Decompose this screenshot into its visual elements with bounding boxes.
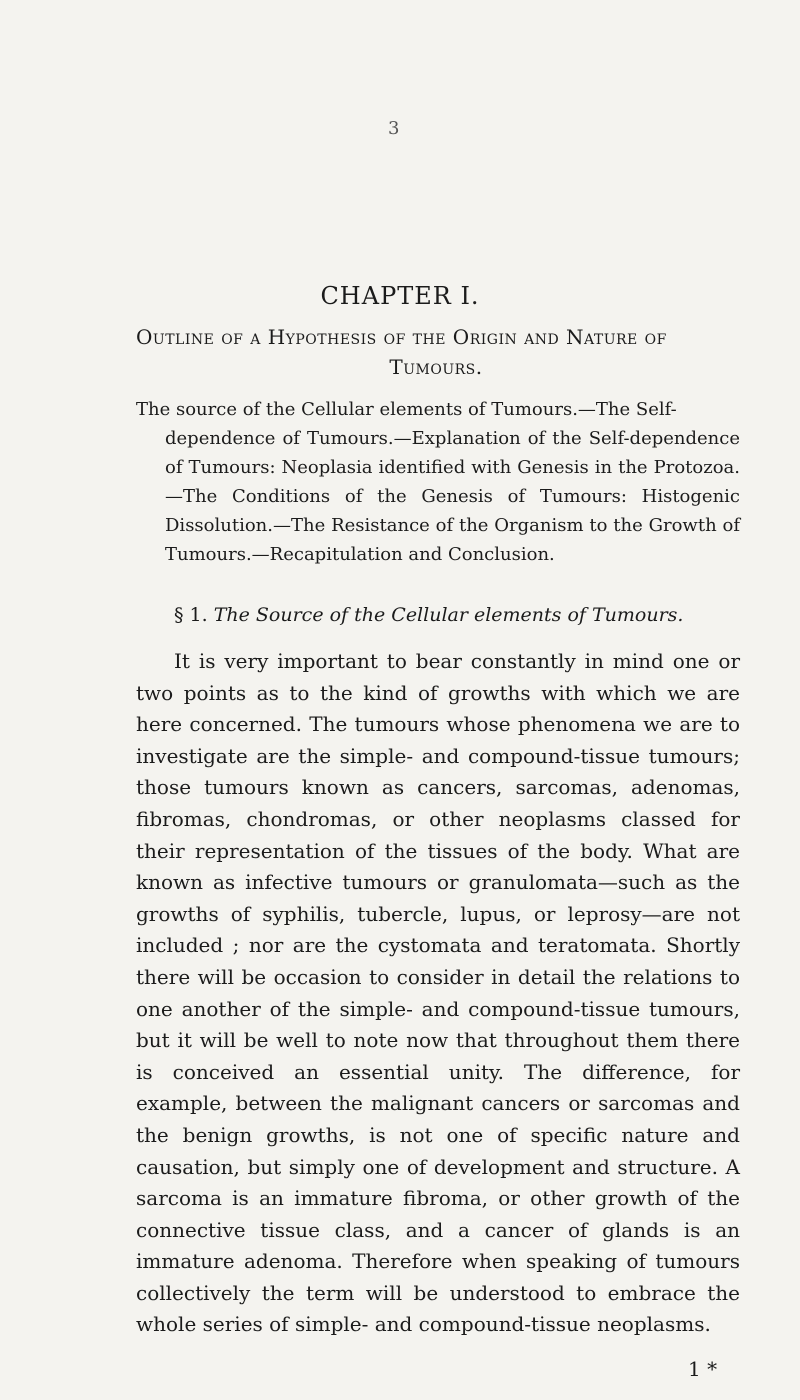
body-paragraph: It is very important to bear constantly in mind one or two points as to the kind of growths with which we are here concerned. The tumours whose phenomena we are to investigate are the simple- and compound-tissue tumours; those tumours known as cancers, sarcomas, adenomas, fibromas, chondromas, or other neoplasms classed for their representation of the tissues of the body. What are known as infective tumours or granulomata—such as the growths of syphilis, tubercle, lupus, or leprosy—are not included ; nor are the cystomata and teratomata. Shortly there will be occasion to consider in detail the relations to one another of the simple- and compound-tissue tumours, but it will be well to note now that throughout them there is conceived an essential unity. The difference, for example, between the malignant cancers or sarcomas and the benign growths, is not one of specific nature and causation, but simply one of development and structure. A sarcoma is an immature fibroma, or other growth of the connective tissue class, and a cancer of glands is an immature adenoma. Therefore when speaking of tumours collectively the term will be understood to embrace the whole series of simple- and compound-tissue neoplasms. xyxy=(136,649,740,1337)
section-heading xyxy=(174,601,734,630)
section-mark: § 1. xyxy=(174,604,208,626)
summary-first-line: The source of the Cellular elements of Tumours.—The Self- xyxy=(136,399,677,420)
section-title: The Source of the Cellular elements of Tumours. xyxy=(213,604,684,626)
chapter-subtitle-line1: Outline of a Hypothesis of the Origin and Nature of xyxy=(136,325,667,349)
chapter-subtitle xyxy=(136,322,736,382)
signature-mark: 1 * xyxy=(688,1357,718,1381)
chapter-subtitle-line2: Tumours. xyxy=(389,355,483,379)
chapter-summary xyxy=(136,395,740,569)
chapter-title: CHAPTER I. xyxy=(320,282,480,310)
page-number: 3 xyxy=(388,118,400,139)
summary-continued: dependence of Tumours.—Explanation of the Self-dependence of Tumours: Neoplasia identified with Genesis in the Protozoa. —The Conditions of the Genesis of Tumours: Histogenic Dissolution.—The Resistance of the Organism to the Growth of Tumours.—Recapitulation and Conclusion. xyxy=(165,428,740,565)
